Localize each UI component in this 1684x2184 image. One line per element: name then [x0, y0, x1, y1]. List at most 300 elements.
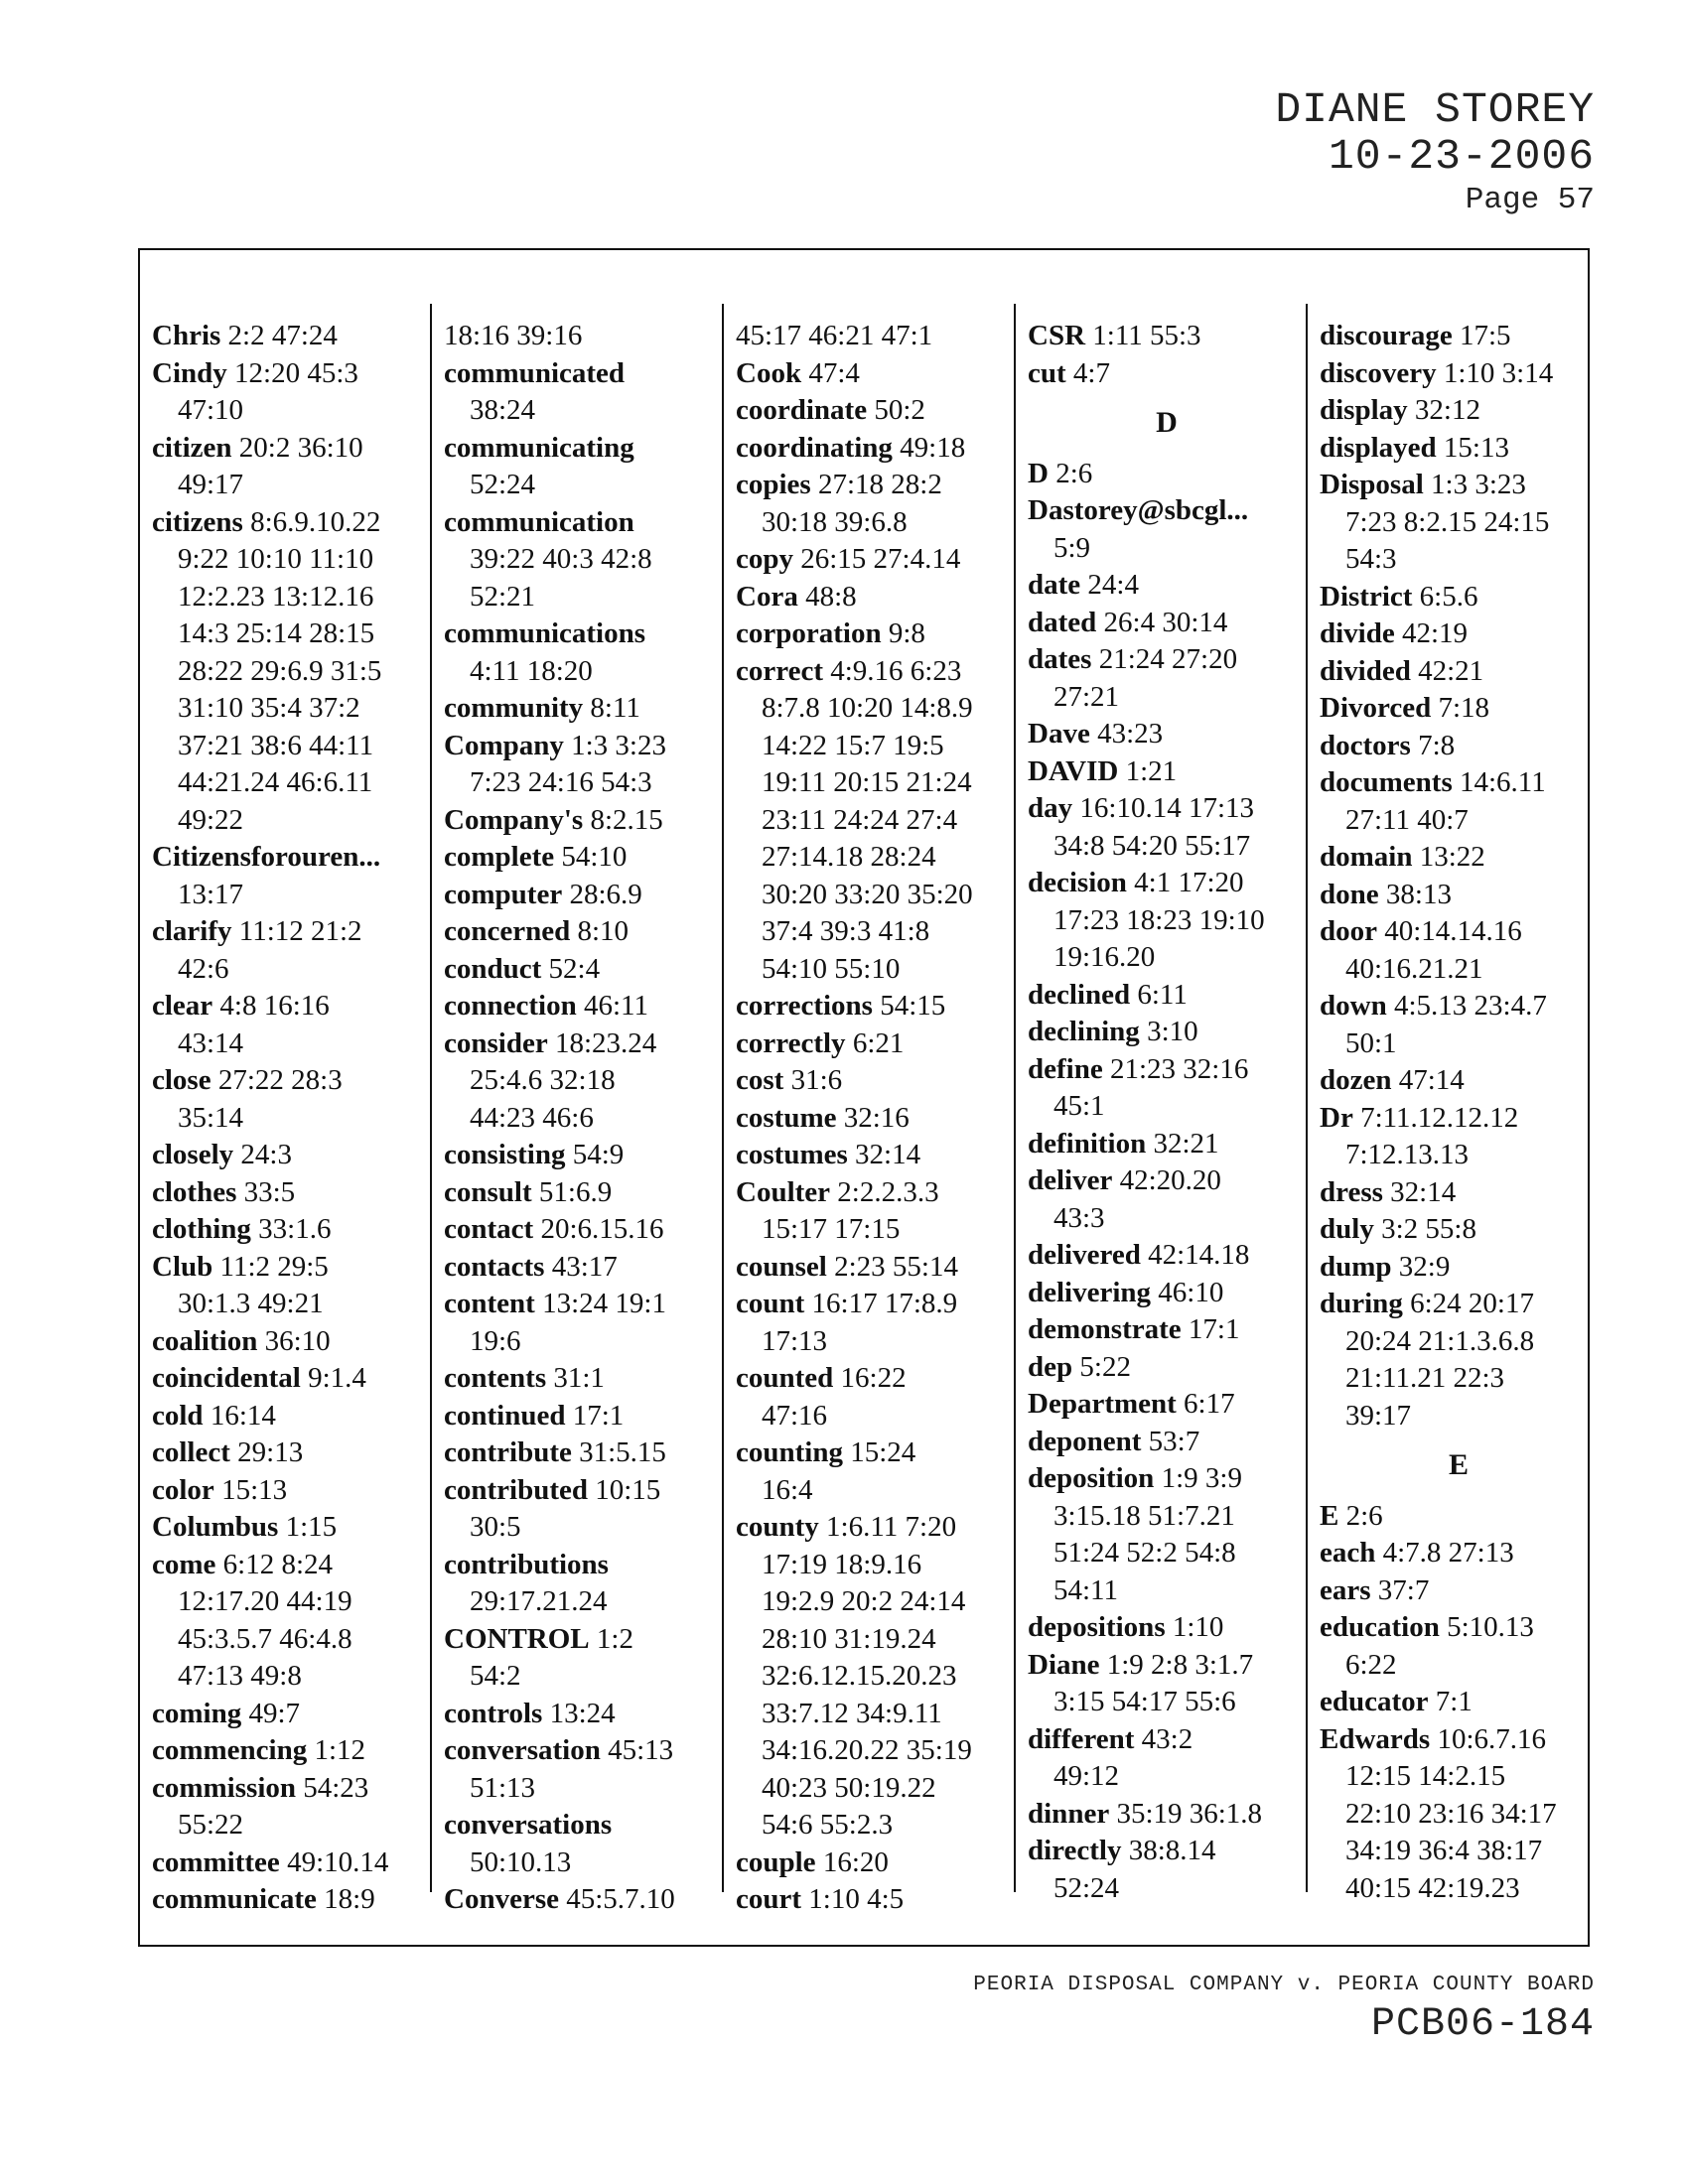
index-entry [444, 839, 722, 877]
page-line-ref: 47:4 [808, 356, 860, 389]
index-term: Coulter [736, 1175, 831, 1208]
index-entry [1028, 716, 1306, 753]
page-line-ref: 45:13 [608, 1734, 674, 1766]
index-entry [152, 1323, 430, 1361]
page-line-ref: 28:22 29:6.9 31:5 [178, 654, 382, 687]
index-term: computer [444, 878, 563, 910]
page-line-ref: 34:16.20.22 35:19 [762, 1734, 972, 1766]
index-term: citizen [152, 431, 232, 464]
page-line-ref: 16:4 [762, 1473, 813, 1506]
page-line-ref: 35:19 36:1.8 [1116, 1797, 1263, 1830]
page-line-ref: 31:5.15 [579, 1436, 666, 1468]
page-line-ref: 43:17 [551, 1250, 618, 1283]
index-term: divided [1320, 654, 1411, 687]
index-entry [1028, 1126, 1306, 1163]
index-term: displayed [1320, 431, 1437, 464]
index-term: commission [152, 1771, 296, 1804]
index-entry [444, 802, 722, 840]
index-entry [444, 1807, 722, 1881]
section-letter: E [1448, 1448, 1469, 1481]
page-line-ref: 7:1 [1435, 1686, 1473, 1717]
index-term: complete [444, 841, 555, 873]
page-line-ref: 43:3 [1053, 1201, 1105, 1234]
index-term: consisting [444, 1139, 566, 1170]
page-line-ref: 4:8 16:16 [219, 990, 330, 1022]
index-term: dates [1028, 643, 1092, 675]
index-entry [444, 1249, 722, 1287]
index-term: consider [444, 1026, 548, 1059]
index-entry [152, 988, 430, 1062]
index-entry [444, 355, 722, 430]
page-line-ref: 5:22 [1079, 1350, 1131, 1383]
index-term: community [444, 692, 584, 724]
page-line-ref: 12:15 14:2.15 [1345, 1760, 1506, 1792]
index-entry [444, 1881, 722, 1919]
page-line-ref: 36:10 [264, 1324, 331, 1357]
index-entry [736, 1174, 1014, 1249]
index-entry [1028, 355, 1306, 393]
index-entry [152, 1211, 430, 1249]
index-term: counsel [736, 1250, 827, 1283]
page-line-ref: 4:11 18:20 [470, 654, 593, 687]
page-line-ref: 5:10.13 [1447, 1611, 1534, 1643]
index-entry [736, 467, 1014, 541]
index-entry [444, 1732, 722, 1807]
page-line-ref: 49:7 [248, 1697, 301, 1729]
index-term: closely [152, 1139, 234, 1170]
index-term: discovery [1320, 356, 1437, 389]
index-entry [1320, 690, 1598, 728]
index-entry [736, 1881, 1014, 1919]
index-entry [1320, 1062, 1598, 1100]
index-entry [444, 1137, 722, 1174]
page-line-ref: 55:22 [178, 1809, 244, 1841]
index-entry [444, 1174, 722, 1212]
page-line-ref: 2:2.2.3.3 [837, 1175, 939, 1208]
index-term: coordinate [736, 394, 868, 426]
index-term: domain [1320, 841, 1413, 873]
page-line-ref: 54:11 [1053, 1573, 1118, 1606]
page-line-ref: 54:23 [303, 1771, 369, 1804]
page-line-ref: 38:13 [1385, 878, 1452, 910]
page-line-ref: 47:16 [762, 1399, 828, 1432]
index-entry [444, 1547, 722, 1621]
index-entry [444, 728, 722, 802]
index-term: connection [444, 990, 577, 1022]
page-line-ref: 17:13 [762, 1324, 828, 1357]
index-term: concerned [444, 915, 571, 947]
index-term: coming [152, 1697, 242, 1729]
page-line-ref: 51:13 [470, 1771, 536, 1804]
page-line-ref: 9:8 [888, 617, 925, 649]
page-line-ref: 14:6.11 [1459, 766, 1546, 798]
index-entry [1028, 1460, 1306, 1609]
index-entry [1320, 1100, 1598, 1174]
index-term: contributions [444, 1548, 609, 1580]
index-term: dep [1028, 1350, 1073, 1383]
page-line-ref: 30:18 39:6.8 [762, 505, 908, 538]
index-term: duly [1320, 1213, 1374, 1245]
page-line-ref: 54:2 [470, 1660, 521, 1692]
index-entry [444, 318, 722, 355]
page-number: Page 57 [1465, 183, 1595, 217]
page-line-ref: 21:11.21 22:3 [1345, 1362, 1505, 1394]
page-line-ref: 1:3 3:23 [1431, 469, 1526, 500]
index-entry [1028, 790, 1306, 865]
page-line-ref: 49:18 [900, 431, 966, 464]
column-divider [1014, 304, 1016, 1892]
page-line-ref: 28:10 31:19.24 [762, 1622, 936, 1655]
page-line-ref: 26:15 27:4.14 [800, 543, 961, 575]
index-entry [1028, 1833, 1306, 1907]
page-line-ref: 27:21 [1053, 680, 1120, 713]
index-term: Department [1028, 1388, 1177, 1420]
index-term: communicating [444, 431, 634, 464]
index-term: copy [736, 543, 793, 575]
page-line-ref: 13:17 [178, 878, 244, 910]
index-entry [1028, 456, 1306, 493]
page-line-ref: 12:2.23 13:12.16 [178, 580, 374, 613]
page-line-ref: 54:6 55:2.3 [762, 1809, 894, 1841]
page-line-ref: 54:9 [572, 1139, 625, 1170]
page-line-ref: 3:2 55:8 [1381, 1213, 1476, 1245]
index-entry [152, 1509, 430, 1547]
index-term: Chris [152, 320, 221, 351]
index-term: clothes [152, 1175, 237, 1208]
index-entry [736, 1062, 1014, 1100]
index-entry [152, 1360, 430, 1398]
index-term: costumes [736, 1139, 848, 1170]
index-entry [1320, 1174, 1598, 1212]
index-entry [152, 1434, 430, 1472]
index-entry [152, 1174, 430, 1212]
index-entry [1320, 1249, 1598, 1287]
page-line-ref: 32:16 [843, 1101, 910, 1134]
index-term: conduct [444, 952, 542, 985]
page-line-ref: 9:22 10:10 11:10 [178, 543, 374, 575]
index-entry [152, 1249, 430, 1323]
page-line-ref: 28:6.9 [569, 878, 642, 910]
page-line-ref: 17:5 [1459, 320, 1511, 351]
page-line-ref: 4:5.13 23:4.7 [1393, 990, 1547, 1022]
page-line-ref: 32:9 [1398, 1250, 1451, 1283]
index-entry [152, 504, 430, 840]
index-entry [1028, 1311, 1306, 1349]
page-line-ref: 30:20 33:20 35:20 [762, 878, 973, 910]
page-line-ref: 13:24 [549, 1697, 616, 1729]
page-line-ref: 7:8 [1418, 729, 1456, 761]
index-entry [736, 392, 1014, 430]
index-entry [152, 355, 430, 430]
index-term: decision [1028, 867, 1127, 898]
page-line-ref: 2:2 47:24 [227, 320, 338, 351]
page-line-ref: 27:18 28:2 [817, 469, 942, 500]
page-line-ref: 15:24 [850, 1436, 916, 1468]
page-line-ref: 32:12 [1414, 394, 1480, 426]
column-divider [722, 304, 724, 1892]
page-line-ref: 50:1 [1345, 1026, 1397, 1059]
index-entry [736, 1360, 1014, 1434]
index-entry [444, 1472, 722, 1547]
page-line-ref: 6:11 [1137, 978, 1188, 1011]
index-term: communicated [444, 356, 626, 389]
page-line-ref: 16:17 17:8.9 [811, 1288, 958, 1319]
index-term: clothing [152, 1213, 251, 1245]
index-term: Company's [444, 803, 584, 836]
index-term: E [1320, 1499, 1339, 1532]
index-entry [1028, 641, 1306, 716]
page-line-ref: 15:13 [221, 1473, 288, 1506]
index-entry [444, 1211, 722, 1249]
page-line-ref: 21:24 27:20 [1098, 643, 1238, 675]
index-term: Dr [1320, 1101, 1353, 1134]
index-entry [1028, 318, 1306, 355]
page-line-ref: 10:6.7.16 [1437, 1722, 1547, 1755]
page-line-ref: 18:16 39:16 [444, 320, 583, 351]
index-entry [444, 1434, 722, 1472]
page-line-ref: 42:14.18 [1148, 1239, 1250, 1271]
index-term: contributed [444, 1473, 588, 1506]
page-line-ref: 4:9.16 6:23 [830, 654, 962, 687]
index-entry [444, 430, 722, 504]
index-term: Diane [1028, 1648, 1100, 1681]
page-line-ref: 33:1.6 [258, 1213, 332, 1245]
index-entry [152, 1732, 430, 1770]
index-entry [736, 988, 1014, 1025]
index-term: discourage [1320, 320, 1453, 351]
page-line-ref: 6:22 [1345, 1648, 1397, 1681]
page-line-ref: 2:6 [1345, 1499, 1383, 1532]
page-line-ref: 16:20 [822, 1845, 889, 1878]
page-line-ref: 13:22 [1419, 841, 1485, 873]
page-line-ref: 21:23 32:16 [1109, 1052, 1249, 1085]
page-line-ref: 34:19 36:4 38:17 [1345, 1835, 1543, 1866]
page-line-ref: 33:7.12 34:9.11 [762, 1697, 942, 1729]
index-entry [736, 1286, 1014, 1360]
index-entry [1320, 430, 1598, 468]
index-entry [1028, 1051, 1306, 1126]
index-entry [736, 1100, 1014, 1138]
index-term: cost [736, 1064, 784, 1096]
index-term: coincidental [152, 1362, 301, 1394]
page-line-ref: 33:5 [243, 1175, 296, 1208]
page-line-ref: 18:23.24 [554, 1026, 657, 1059]
index-term: contribute [444, 1436, 572, 1468]
page-line-ref: 1:9 2:8 3:1.7 [1106, 1648, 1254, 1681]
page-line-ref: 3:15.18 51:7.21 [1053, 1499, 1235, 1532]
index-entry [444, 504, 722, 616]
page-line-ref: 12:20 45:3 [234, 356, 358, 389]
deponent-name: DIANE STOREY [1275, 85, 1595, 134]
page-line-ref: 8:6.9.10.22 [250, 505, 381, 538]
page-line-ref: 17:1 [1188, 1313, 1240, 1345]
index-entry [736, 579, 1014, 616]
index-entry [1320, 467, 1598, 579]
index-entry [1320, 1572, 1598, 1610]
index-entry [444, 1398, 722, 1435]
column-divider [1306, 304, 1308, 1892]
page-line-ref: 11:12 21:2 [238, 915, 362, 947]
index-term: doctors [1320, 729, 1411, 761]
page-line-ref: 22:10 23:16 34:17 [1345, 1797, 1557, 1830]
index-entry [444, 1621, 722, 1696]
page-line-ref: 29:17.21.24 [470, 1585, 608, 1617]
index-term: counting [736, 1436, 843, 1468]
page-line-ref: 27:11 40:7 [1345, 803, 1469, 836]
page-line-ref: 52:4 [548, 952, 601, 985]
index-term: District [1320, 580, 1413, 613]
index-term: Citizensforouren... [152, 841, 381, 873]
page-line-ref: 54:10 [561, 841, 628, 873]
index-term: close [152, 1064, 211, 1096]
page-line-ref: 48:8 [805, 580, 857, 613]
index-term: conversation [444, 1734, 601, 1766]
index-entry [1028, 977, 1306, 1015]
index-entry [736, 1434, 1014, 1509]
page-line-ref: 7:11.12.12.12 [1360, 1101, 1519, 1134]
page-line-ref: 40:16.21.21 [1345, 952, 1483, 985]
page-line-ref: 45:3.5.7 46:4.8 [178, 1622, 352, 1655]
index-term: correct [736, 654, 823, 687]
index-term: deliver [1028, 1164, 1113, 1196]
index-term: citizens [152, 505, 243, 538]
index-entry [1320, 1535, 1598, 1572]
page-line-ref: 20:24 21:1.3.6.8 [1345, 1324, 1535, 1357]
page-line-ref: 42:21 [1418, 654, 1484, 687]
index-column-5 [1320, 318, 1598, 1907]
page-line-ref: 1:11 55:3 [1092, 320, 1201, 351]
page-line-ref: 42:20.20 [1119, 1164, 1221, 1196]
page-line-ref: 52:24 [470, 469, 536, 500]
index-term: dump [1320, 1250, 1392, 1283]
index-entry [444, 690, 722, 728]
index-term: conversations [444, 1809, 613, 1841]
index-entry [1320, 1609, 1598, 1684]
page-line-ref: 20:2 36:10 [238, 431, 363, 464]
page-line-ref: 40:14.14.16 [1384, 915, 1522, 947]
index-term: clear [152, 990, 213, 1022]
index-entry [736, 653, 1014, 989]
page-line-ref: 46:11 [583, 990, 648, 1022]
page-line-ref: 6:12 8:24 [222, 1548, 334, 1580]
index-entry [1028, 1796, 1306, 1834]
index-entry [736, 318, 1014, 355]
page-line-ref: 4:7.8 27:13 [1382, 1537, 1514, 1569]
index-term: Edwards [1320, 1722, 1431, 1755]
index-term: copies [736, 469, 811, 500]
index-term: contacts [444, 1250, 545, 1283]
index-column-1 [152, 318, 430, 1919]
index-entry [1028, 567, 1306, 605]
index-term: define [1028, 1052, 1103, 1085]
page-line-ref: 1:2 [596, 1622, 633, 1655]
page-line-ref: 29:13 [237, 1436, 304, 1468]
index-entry [152, 1881, 430, 1919]
page-line-ref: 1:10 3:14 [1443, 356, 1554, 389]
page-line-ref: 47:13 49:8 [178, 1660, 302, 1692]
page-line-ref: 11:2 29:5 [219, 1250, 329, 1283]
index-entry [736, 541, 1014, 579]
index-term: display [1320, 394, 1408, 426]
index-term: down [1320, 990, 1387, 1022]
index-entry [1320, 579, 1598, 616]
page-line-ref: 1:10 [1172, 1611, 1224, 1643]
page-line-ref: 26:4 30:14 [1103, 606, 1228, 638]
deposition-date: 10-23-2006 [1328, 132, 1595, 181]
page-line-ref: 7:18 [1438, 692, 1490, 724]
index-term: communicate [152, 1883, 317, 1915]
index-entry [152, 839, 430, 913]
case-number: PCB06-184 [1370, 2002, 1595, 2047]
page-line-ref: 25:4.6 32:18 [470, 1064, 616, 1096]
index-term: Dave [1028, 718, 1090, 750]
page-line-ref: 27:22 28:3 [217, 1064, 343, 1096]
index-entry [736, 615, 1014, 653]
index-term: coalition [152, 1324, 258, 1357]
index-entry [1028, 1162, 1306, 1237]
page-line-ref: 45:5.7.10 [566, 1883, 675, 1915]
index-term: costume [736, 1101, 837, 1134]
page-line-ref: 49:10.14 [287, 1845, 389, 1878]
index-term: date [1028, 569, 1081, 601]
index-entry [1028, 1609, 1306, 1647]
index-term: door [1320, 915, 1377, 947]
index-term: county [736, 1511, 819, 1543]
index-term: court [736, 1883, 802, 1915]
page-line-ref: 39:22 40:3 42:8 [470, 543, 652, 575]
index-term: directly [1028, 1835, 1122, 1866]
index-term: correctly [736, 1026, 846, 1059]
index-term: Divorced [1320, 692, 1432, 724]
index-entry [152, 1062, 430, 1137]
index-term: demonstrate [1028, 1313, 1182, 1345]
index-term: dress [1320, 1175, 1383, 1208]
index-term: commencing [152, 1734, 308, 1766]
index-term: Cora [736, 580, 798, 613]
page-line-ref: 24:3 [240, 1139, 292, 1170]
page-line-ref: 16:10.14 17:13 [1079, 792, 1255, 824]
index-entry [736, 430, 1014, 468]
index-term: corporation [736, 617, 882, 649]
index-entry [1028, 753, 1306, 791]
page-line-ref: 16:22 [840, 1362, 907, 1394]
index-term: consult [444, 1175, 532, 1208]
page-line-ref: 34:8 54:20 55:17 [1053, 829, 1251, 862]
page-line-ref: 40:23 50:19.22 [762, 1771, 936, 1804]
page-line-ref: 18:9 [324, 1883, 375, 1915]
index-entry [1028, 1014, 1306, 1051]
page-line-ref: 14:3 25:14 28:15 [178, 617, 375, 649]
page-line-ref: 13:24 19:1 [542, 1288, 666, 1319]
index-term: corrections [736, 990, 873, 1022]
index-term: done [1320, 878, 1379, 910]
index-entry [152, 430, 430, 504]
index-term: during [1320, 1288, 1403, 1319]
index-entry [1320, 877, 1598, 914]
page-line-ref: 39:17 [1345, 1399, 1412, 1432]
page-line-ref: 17:1 [572, 1399, 625, 1432]
index-term: controls [444, 1697, 543, 1729]
index-term: CSR [1028, 320, 1086, 351]
index-entry [1028, 1721, 1306, 1796]
index-entry [152, 1770, 430, 1844]
page-footer [973, 1974, 1595, 2047]
page-line-ref: 43:14 [178, 1026, 244, 1059]
page-line-ref: 30:5 [470, 1511, 521, 1543]
index-term: educator [1320, 1686, 1429, 1717]
page-line-ref: 1:15 [285, 1511, 338, 1543]
index-term: deponent [1028, 1425, 1142, 1457]
